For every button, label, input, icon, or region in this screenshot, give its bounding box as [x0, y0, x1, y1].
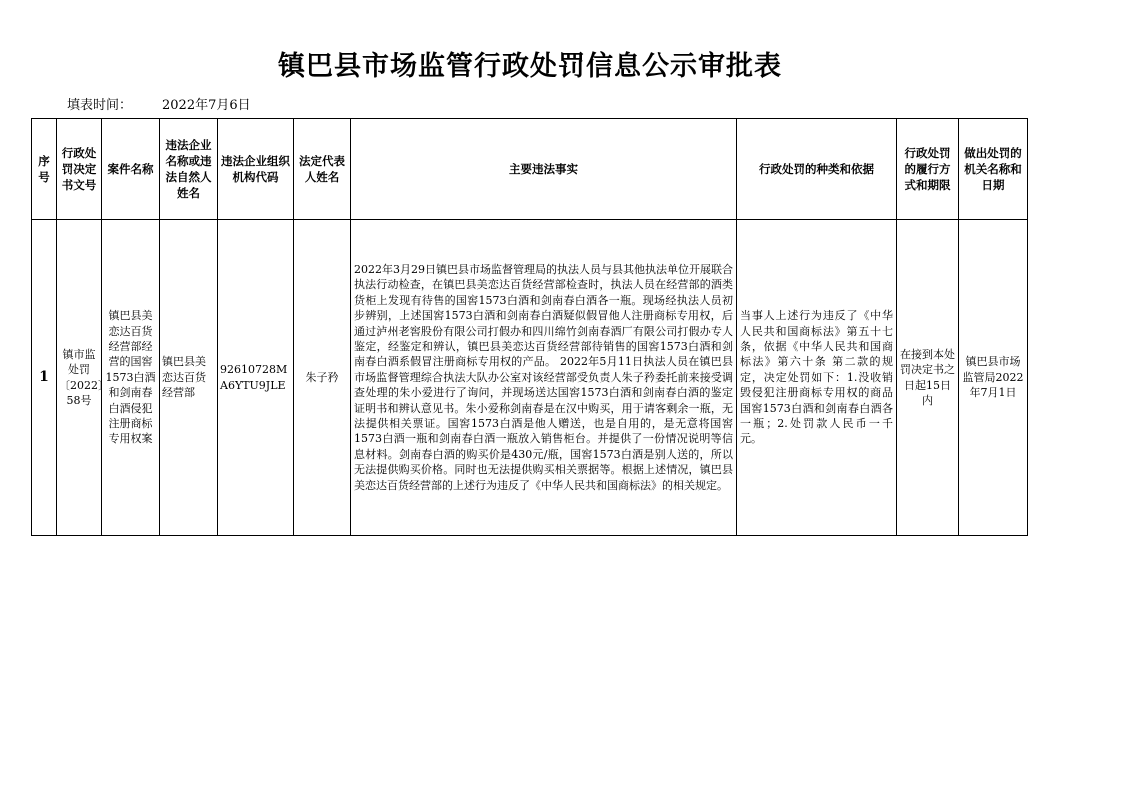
header-seq: 序号: [32, 119, 57, 220]
header-authority: 做出处罚的机关名称和日期: [959, 119, 1028, 220]
header-doc-no: 行政处罚决定书文号: [57, 119, 102, 220]
fill-time-date: 2022年7月6日: [162, 98, 251, 113]
table-header-row: [32, 119, 1028, 220]
cell-basis: 当事人上述行为违反了《中华人民共和国商标法》第五十七条，依据《中华人民共和国商标法》第六十条 第二款的规定，决定处罚如下：1.没收销毁侵犯注册商标专用权的商品国窖1573白酒和剑南春白酒各一瓶；2.处罚款人民币一千元。: [737, 220, 897, 536]
fill-time-label: 填表时间：: [67, 98, 133, 113]
header-facts: 主要违法事实: [351, 119, 737, 220]
cell-case-name: 镇巴县美恋达百货经营部经营的国窖1573白酒和剑南春白酒侵犯注册商标专用权案: [102, 220, 160, 536]
header-legal-rep: 法定代表人姓名: [294, 119, 351, 220]
page-title: 镇巴县市场监管行政处罚信息公示审批表: [278, 51, 782, 82]
cell-performance: 在接到本处罚决定书之日起15日内: [897, 220, 959, 536]
penalty-table: [31, 118, 1028, 536]
header-org-code: 违法企业组织机构代码: [218, 119, 294, 220]
header-party-name: 违法企业名称或违法自然人姓名: [160, 119, 218, 220]
header-case-name: 案件名称: [102, 119, 160, 220]
cell-seq: 1: [32, 220, 57, 536]
cell-authority: 镇巴县市场监管局2022年7月1日: [959, 220, 1028, 536]
header-basis: 行政处罚的种类和依据: [737, 119, 897, 220]
cell-facts: 2022年3月29日镇巴县市场监督管理局的执法人员与县其他执法单位开展联合执法行动检查，在镇巴县美恋达百货经营部检查时，执法人员在经营部的酒类货柜上发现有待售的国窖1573白酒和剑南春白酒各一瓶。现场经执法人员初步辨别，上述国窖1573白酒和剑南春白酒疑似假冒他人注册商标专用权，后通过泸州老窖股份有限公司打假办和四川绵竹剑南春酒厂有限公司打假办专人鉴定，经鉴定和辨认，镇巴县美恋达百货经营部待销售的国窖1573白酒和剑南春白酒系假冒注册商标专用权的产品。 2022年5月11日执法人员在镇巴县市场监督管理综合执法大队办公室对该经营部受负责人朱子矜委托前来接受调查处理的朱小爱进行了询问，并现场送达国窖1573白酒和剑南春白酒的鉴定证明书和辨认意见书。朱小爱称剑南春是在汉中购买，用于请客剩余一瓶，无法提供相关票证。国窖1573白酒是他人赠送，也是自用的，是无意将国窖1573白酒一瓶和剑南春白酒一瓶放入销售柜台。并提供了一份情况说明等信息材料。剑南春白酒的购买价是430元/瓶，国窖1573白酒是别人送的，所以无法提供购买价格。同时也无法提供购买相关票据等。根据上述情况，镇巴县美恋达百货经营部的上述行为违反了《中华人民共和国商标法》的相关规定。: [351, 220, 737, 536]
cell-party-name: 镇巴县美恋达百货经营部: [160, 220, 218, 536]
fill-time: [67, 94, 251, 113]
cell-org-code: 92610728MA6YTU9JLE: [218, 220, 294, 536]
cell-legal-rep: 朱子矜: [294, 220, 351, 536]
table-row: [32, 220, 1028, 536]
header-performance: 行政处罚的履行方式和期限: [897, 119, 959, 220]
cell-doc-no: 镇市监处罚〔2022〕58号: [57, 220, 102, 536]
